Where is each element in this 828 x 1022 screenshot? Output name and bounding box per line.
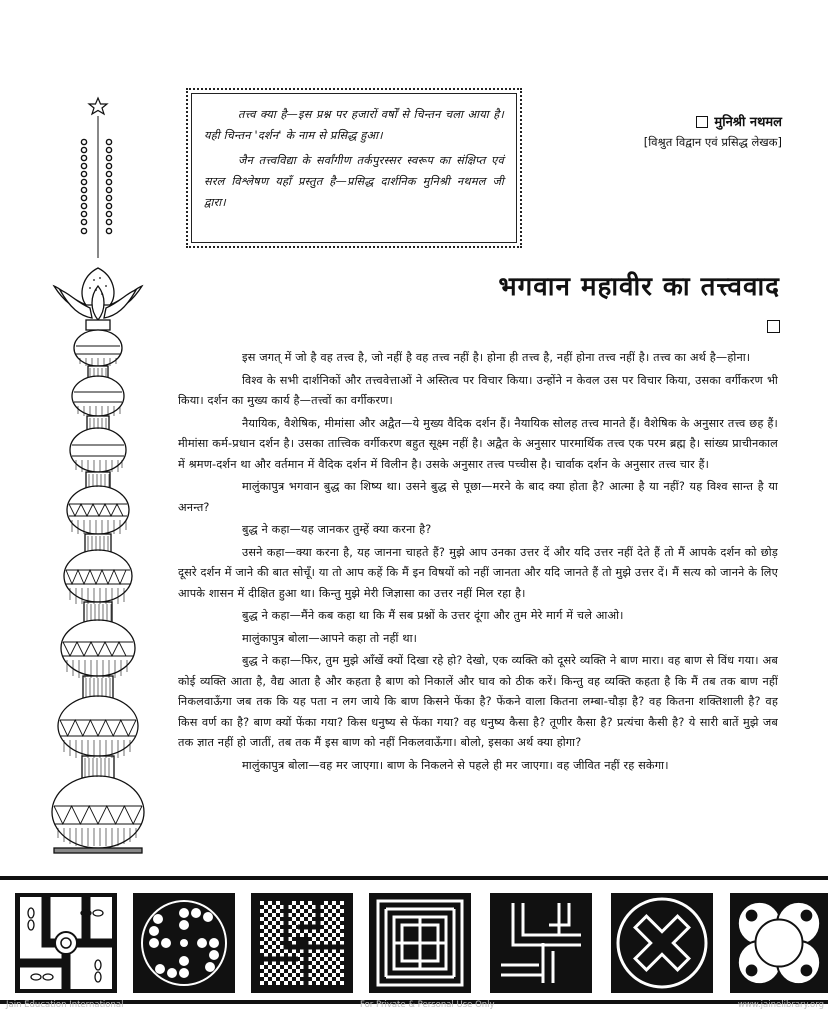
square-bullet-icon xyxy=(767,320,780,333)
body-paragraph: मालुंकापुत्र बोला—आपने कहा तो नहीं था। xyxy=(242,631,418,645)
body-paragraph: इस जगत् में जो है वह तत्त्व है, जो नहीं है वह तत्त्व नहीं है। होना ही तत्त्व है, नहीं होना तत्त्व नहीं है। तत्त्व का अर्थ है—होना। xyxy=(242,351,751,364)
swastika-maze-tile-icon xyxy=(369,893,471,993)
author-block xyxy=(644,114,782,152)
intro-paragraph: तत्त्व क्या है—इस प्रश्न पर हजारों वर्षों से चिन्तन चला आया है। यही चिन्तन 'दर्शन' के नाम से प्रसिद्ध हुआ। xyxy=(204,108,504,142)
swastika-checker-tile-icon xyxy=(251,893,353,993)
intro-paragraph: जैन तत्त्वविद्या के सर्वांगीण तर्कपुरस्सर स्वरूप का संक्षिप्त एवं सरल विश्लेषण यहाँ प्रस्तुत है—प्रसिद्ध दार्शनिक मुनिश्री नथमल जी द्वारा। xyxy=(204,154,504,209)
article-body xyxy=(178,348,778,778)
decorative-tile-band xyxy=(0,876,828,1004)
square-bullet-icon xyxy=(696,116,708,128)
swastika-circle-tile-icon xyxy=(611,893,713,993)
footer-left-text: Jain Education International xyxy=(6,1000,124,1010)
author-name: मुनिश्री नथमल xyxy=(714,115,782,130)
footer-right-link[interactable]: www.jainelibrary.org xyxy=(737,1000,824,1010)
body-paragraph: बुद्ध ने कहा—मैंने कब कहा था कि मैं सब प्रश्नों के उत्तर दूंगा और तुम मेरे मार्ग में चले आओ। xyxy=(242,609,624,622)
footer-credits xyxy=(0,1000,828,1014)
footer-center-text: For Private & Personal Use Only xyxy=(360,1000,495,1010)
body-paragraph: बुद्ध ने कहा—यह जानकर तुम्हें क्या करना है? xyxy=(242,523,432,536)
article-title: भगवान महावीर का तत्त्ववाद xyxy=(498,272,780,302)
divider xyxy=(0,876,828,880)
body-paragraph: मालुंकापुत्र बोला—वह मर जाएगा। बाण के निकलने से पहले ही मर जाएगा। वह जीवित नहीं रह सकेगा। xyxy=(242,758,669,772)
lotus-circles-tile-icon xyxy=(730,893,828,993)
body-paragraph: मालुंकापुत्र भगवान बुद्ध का शिष्य था। उसने बुद्ध से पूछा—मरने के बाद क्या होता है? आत्मा है या नहीं? यह विश्व सान्त है या अनन्त? xyxy=(178,480,778,514)
body-paragraph: बुद्ध ने कहा—फिर, तुम मुझे आँखें क्यों दिखा रहे हो? देखो, एक व्यक्ति को दूसरे व्यक्ति ने बाण मारा। वह बाण से विंध गया। अब कोई व्यक्ति आता है, वैद्य आता है और कहता है बाण को निकालें और घाव को ठीक करें। किन्तु वह व्यक्ति कहता है कि मैं तब तक बाण नहीं निकलवाऊँगा जब तक कि यह पता न लग जाये कि बाण किसने फेंका है? फेंकने वाला कितना लम्बा-चौड़ा है? वह कितना शक्तिशाली है? वह किस वर्ण का है? बाण क्यों फेंका गया? किस धनुष्य से फेंका गया? वह धनुष्य कैसा है? तूणीर कैसा है? प्रत्यंचा कैसी है? ये सारी बातें मुझे जब तक ज्ञात नहीं हो जातीं, तब तक मैं इस बाण को नहीं निकलवाऊँगा। बोलो, इसका अर्थ क्या होगा? xyxy=(178,654,778,749)
body-paragraph: उसने कहा—क्या करना है, यह जानना चाहते हैं? मुझे आप उनका उत्तर दें और यदि उत्तर नहीं देते हैं तो मैं आपके दर्शन को छोड़ दूसरे दर्शन में जाने की बात सोचूँ। या तो आप कहें कि मैं इन विषयों को नहीं जानता और यदि जानते हैं तो मुझे उत्तर दें। मैं सत्य को जानने के लिए आपके शासन में दीक्षित हुआ था। किन्तु मुझे मेरी जिज्ञासा का उत्तर नहीं मिल रहा है। xyxy=(178,545,778,600)
intro-summary-box xyxy=(186,88,522,248)
author-name-row xyxy=(644,114,782,132)
body-paragraph: नैयायिक, वैशेषिक, मीमांसा और अद्वैत—ये मुख्य वैदिक दर्शन हैं। नैयायिक सोलह तत्त्व मानते हैं। वैशेषिक के अनुसार तत्त्व छह हैं। मीमांसा कर्म-प्रधान दर्शन है। उसका तात्त्विक वर्गीकरण बहुत सूक्ष्म नहीं है। अद्वैत के अनुसार पारमार्थिक तत्त्व एक परम ब्रह्म है। सांख्य प्राचीनकाल में श्रमण-दर्शन था और वर्तमान में वैदिक दर्शन में विलीन है। उसके अनुसार तत्त्व पच्चीस है। चार्वाक दर्शन के अनुसार तत्त्व चार हैं। xyxy=(178,416,778,471)
author-description: [विश्रुत विद्वान एवं प्रसिद्ध लेखक] xyxy=(643,135,782,149)
swastika-leaf-tile-icon xyxy=(15,893,117,993)
body-paragraph: विश्व के सभी दार्शनिकों और तत्त्ववेत्ताओं ने अस्तित्व पर विचार किया। उन्होंने न केवल उस पर विचार किया, उसका वर्गीकरण भी किया। दर्शन का मुख्य कार्य है—तत्त्वों का वर्गीकरण। xyxy=(178,373,778,407)
kalash-stack-icon xyxy=(20,90,160,865)
swastika-dots-tile-icon xyxy=(133,893,235,993)
swastika-curved-tile-icon xyxy=(490,893,592,993)
